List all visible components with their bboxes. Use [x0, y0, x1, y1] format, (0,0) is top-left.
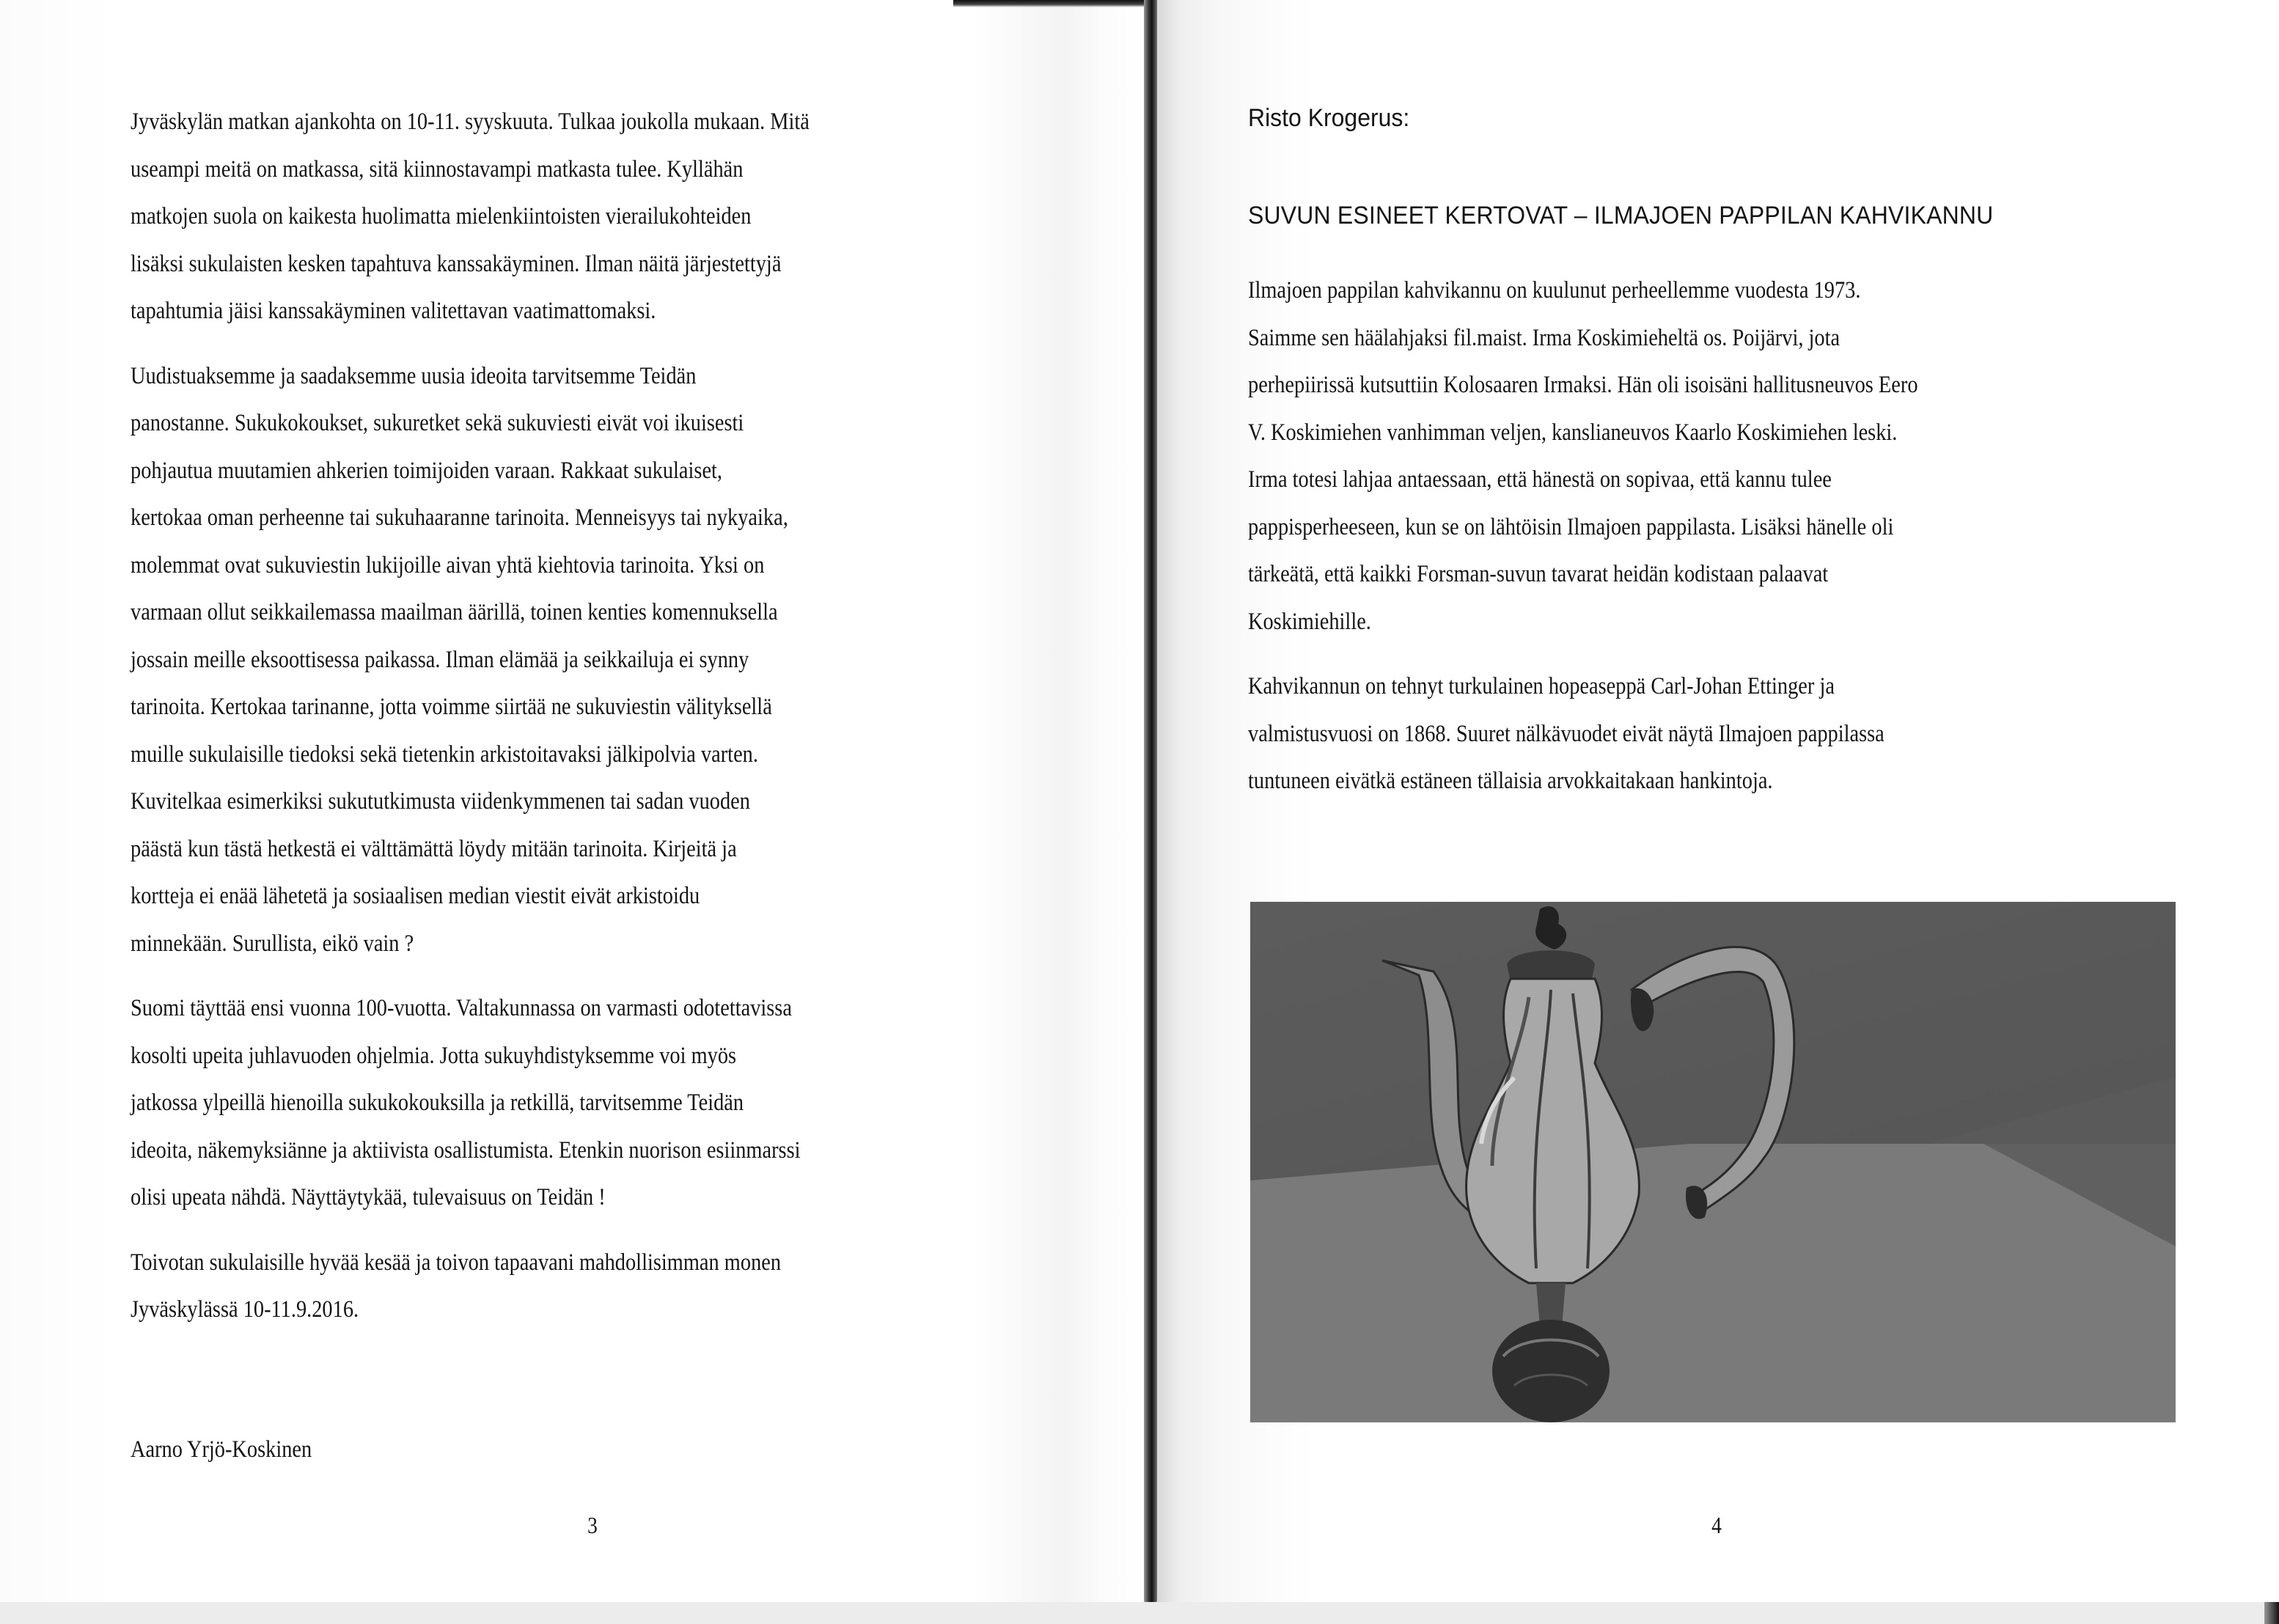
signature: [131, 1426, 341, 1473]
text-line: jatkossa ylpeillä hienoilla sukukokouksilla ja retkillä, tarvitsemme Teidän: [131, 1090, 744, 1116]
text-line: matkojen suola on kaikesta huolimatta mielenkiintoisten vierailukohteiden: [131, 203, 752, 229]
text-line: Toivotan sukulaisille hyvää kesää ja toivon tapaavani mahdollisimman monen: [131, 1249, 782, 1276]
text-line: pappisperheeseen, kun se on lähtöisin Ilmajoen pappilasta. Lisäksi hänelle oli: [1248, 513, 1894, 540]
page-number-left: 3: [587, 1512, 598, 1538]
text-line: varmaan ollut seikkailemassa maailman äärillä, toinen kenties komennuksella: [131, 599, 778, 625]
article-title: SUVUN ESINEET KERTOVAT – ILMAJOEN PAPPILAN KAHVIKANNU: [1248, 202, 1994, 229]
text-line: Jyväskylässä 10-11.9.2016.: [131, 1296, 359, 1323]
text-line: perhepiirissä kutsuttiin Kolosaaren Irmaksi. Hän oli isoisäni hallitusneuvos Eero: [1248, 372, 1918, 398]
article-author: Risto Krogerus:: [1248, 104, 1410, 132]
scanner-bottom-band: [0, 1602, 2279, 1624]
right-page-body: [1248, 267, 2201, 823]
spine-top-shadow: [953, 0, 1156, 7]
text-line: molemmat ovat sukuviestin lukijoille aivan yhtä kiehtovia tarinoita. Yksi on: [131, 551, 765, 578]
text-line: tapahtumia jäisi kanssakäyminen valitettavan vaatimattomaksi.: [131, 298, 656, 324]
paragraph: [131, 1239, 1084, 1334]
text-line: tarinoita. Kertokaa tarinanne, jotta voimme siirtää ne sukuviestin välityksellä: [131, 694, 772, 720]
paragraph: [131, 353, 1084, 968]
text-line: Saimme sen häälahjaksi fil.maist. Irma Koskimieheltä os. Poijärvi, jota: [1248, 324, 1841, 351]
text-line: kortteja ei enää lähetetä ja sosiaalisen median viestit eivät arkistoidu: [131, 883, 700, 909]
left-page-body: [131, 98, 1084, 1351]
text-line: kosolti upeita juhlavuoden ohjelmia. Jotta sukuyhdistyksemme voi myös: [131, 1042, 737, 1069]
text-line: Kahvikannun on tehnyt turkulainen hopeaseppä Carl-Johan Ettinger ja: [1248, 673, 1835, 699]
text-line: Jyväskylän matkan ajankohta on 10-11. syyskuuta. Tulkaa joukolla mukaan. Mitä: [131, 109, 810, 135]
signature-name: Aarno Yrjö-Koskinen: [131, 1436, 312, 1463]
page-number-right: 4: [1711, 1512, 1722, 1538]
text-line: pohjautua muutamien ahkerien toimijoiden varaan. Rakkaat sukulaiset,: [131, 457, 723, 484]
text-line: V. Koskimiehen vanhimman veljen, kanslianeuvos Kaarlo Koskimiehen leski.: [1248, 419, 1898, 446]
book-spine: [1144, 0, 1157, 1606]
text-line: jossain meille eksoottisessa paikassa. Ilman elämää ja seikkailuja ei synny: [131, 646, 749, 673]
paragraph: [131, 98, 1084, 335]
text-line: ideoita, näkemyksiänne ja aktiivista osallistumista. Etenkin nuorison esiinmarssi: [131, 1136, 801, 1164]
text-line: olisi upeata nähdä. Näyttäytykää, tulevaisuus on Teidän !: [131, 1184, 606, 1210]
paragraph: [1248, 663, 2201, 805]
text-line: Suomi täyttää ensi vuonna 100-vuotta. Valtakunnassa on varmasti odotettavissa: [131, 995, 792, 1021]
text-line: valmistusvuosi on 1868. Suuret nälkävuodet eivät näytä Ilmajoen pappilassa: [1248, 720, 1885, 747]
text-line: päästä kun tästä hetkestä ei välttämättä löydy mitään tarinoita. Kirjeitä ja: [131, 835, 737, 862]
coffee-pot-photo: [1250, 902, 2176, 1422]
text-line: kertokaa oman perheenne tai sukuhaaranne tarinoita. Menneisyys tai nykyaika,: [131, 504, 788, 531]
text-line: Ilmajoen pappilan kahvikannu on kuulunut perheellemme vuodesta 1973.: [1248, 277, 1861, 304]
text-line: Kuvitelkaa esimerkiksi sukututkimusta viidenkymmenen tai sadan vuoden: [131, 788, 750, 815]
text-line: useampi meitä on matkassa, sitä kiinnostavampi matkasta tulee. Kyllähän: [131, 155, 744, 183]
paragraph: [1248, 267, 2201, 645]
text-line: tärkeätä, että kaikki Forsman-suvun tavarat heidän kodistaan palaavat: [1248, 561, 1829, 587]
text-line: Irma totesi lahjaa antaessaan, että hänestä on sopivaa, että kannu tulee: [1248, 466, 1832, 493]
text-line: panostanne. Sukukokoukset, sukuretket sekä sukuviesti eivät voi ikuisesti: [131, 410, 744, 436]
text-line: Uudistuaksemme ja saadaksemme uusia ideoita tarvitsemme Teidän: [131, 362, 697, 389]
text-line: Koskimiehille.: [1248, 608, 1371, 635]
scanner-edge-shadow: [2264, 1602, 2279, 1624]
coffee-pot-icon: [1250, 902, 2176, 1422]
text-line: lisäksi sukulaisten kesken tapahtuva kanssakäyminen. Ilman näitä järjestettyjä: [131, 250, 782, 277]
text-line: tuntuneen eivätkä estäneen tällaisia arvokkaitakaan hankintoja.: [1248, 768, 1773, 794]
paragraph: [131, 985, 1084, 1221]
text-line: minnekään. Surullista, eikö vain ?: [131, 930, 414, 957]
text-line: muille sukulaisille tiedoksi sekä tietenkin arkistoitavaksi jälkipolvia varten.: [131, 741, 758, 768]
